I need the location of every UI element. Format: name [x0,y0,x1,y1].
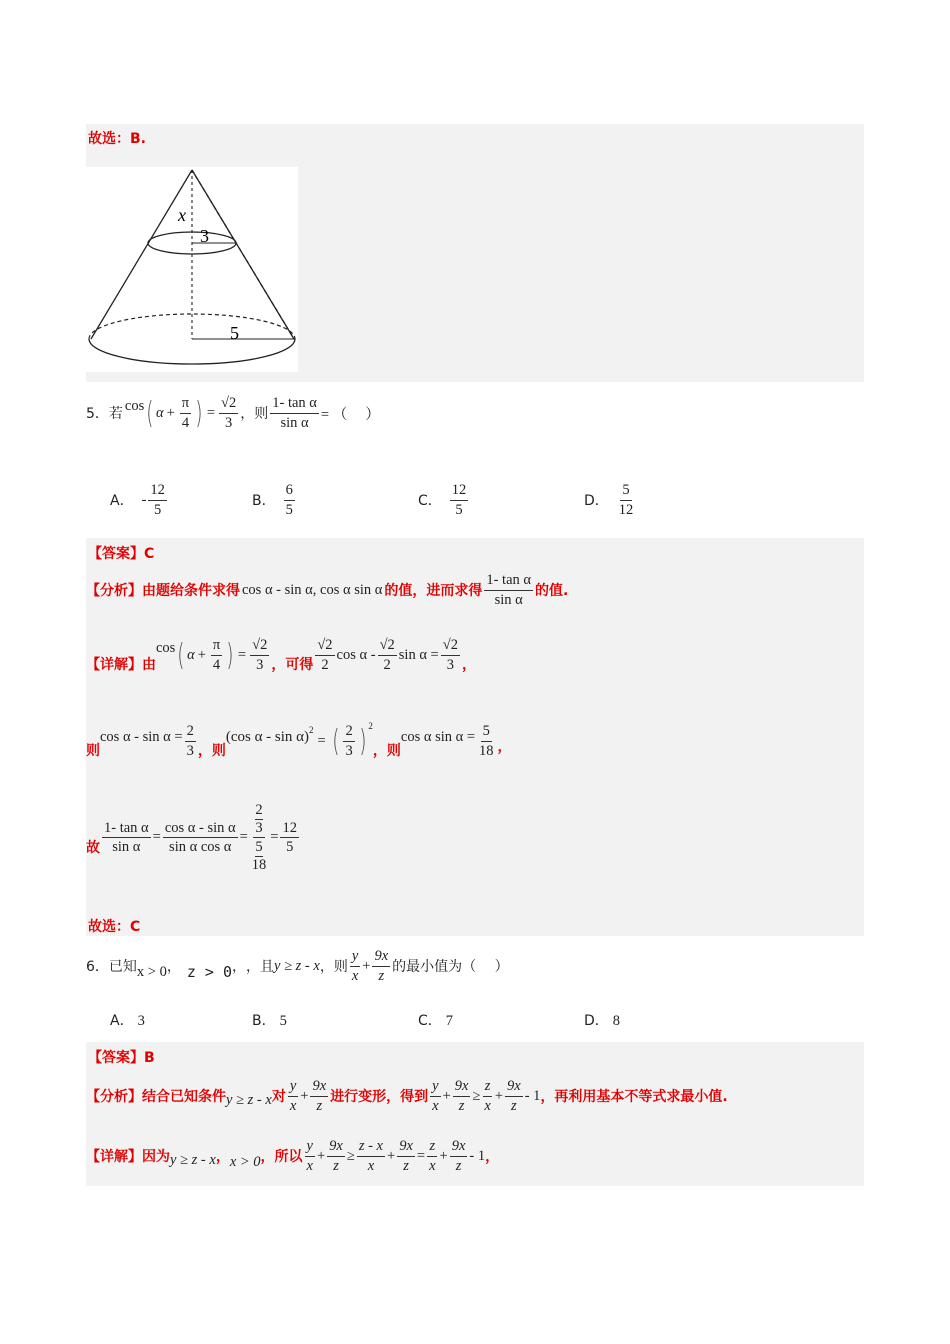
q5-option-d[interactable]: D． $\frac{5}{12}$ [584,482,634,518]
cone-figure [86,167,298,372]
q6-option-c[interactable]: C． 7 [418,1013,454,1029]
q5-target-expr: $\frac{\text{1- tan α}}{\text{sin α}}$ [272,395,317,431]
q6-answer: 【答案】B [88,1050,155,1066]
q6-detail: 【详解】因为 y ≥ z - x ， x > 0 ，所以 $\frac{y}{x}$ + $\frac{9x}{z}$ ≥ $\frac{z - x}{x}$ + $\frac{9x}{z}$ = $\frac{z}{x}$ + $\frac{9x}{z}$ - 1 ， [86,1138,500,1174]
q5-option-a[interactable]: A． - $\frac{12}{5}$ [110,482,165,518]
q6-option-d[interactable]: D． 8 [584,1013,621,1029]
figure-top-radius: 3 [200,226,209,246]
q5-option-c[interactable]: C． $\frac{12}{5}$ [418,482,467,518]
q5-option-b[interactable]: B． $\frac{6}{5}$ [252,482,293,518]
q5-answer: 【答案】C [88,546,155,562]
q6-analysis: 【分析】结合已知条件 y ≥ z - x 对 $\frac{y}{x}$ + $\frac{9x}{z}$ 进行变形，得到 $\frac{y}{x}$ + $\frac{9x}{z}$ ≥ $\frac{z}{x}$ + $\frac{9x}{z}$ - 1 ，再利用基本不等式求最小值. [86,1078,728,1114]
q6-option-a[interactable]: A． 3 [110,1013,145,1029]
q6-option-b[interactable]: B． 5 [252,1013,287,1029]
q5-stem: 5．若 cos ( α + $\frac{\pi}{4}$ ) = $\frac{√2}{3}$ ，则 $\frac{\text{1- tan α}}{\text{sin α}}$ = （ ） [86,395,380,431]
q5-analysis: 【分析】由题给条件求得 cos α - sin α, cos α sin α 的值，进而求得 $\frac{\text{1- tan α}}{\text{sin α}}$ 的值. [86,572,569,608]
prev-answer: 故选：B. [88,131,146,147]
q5-detail-line3: 故 $\frac{\text{1- tan α}}{\text{sin α}}$ = $\frac{\text{cos α - sin α}}{\text{sin α cos α}}$ = 2 3 5 18 = $\frac{12}{5}$ [86,802,297,874]
q6-stem: 6．已知 x > 0 ， z > 0 ， ，且 y ≥ z - x ，则 $\frac{y}{x}$ + $\frac{9x}{z}$ 的最小值为（ ） [86,948,509,984]
q5-detail-line2: 则 cos α - sin α = $\frac{2}{3}$ ，则 (cos α - sin α) 2 = ( $\frac{2}{3}$ ) 2 ，则 cos α sin α = $\frac{5}{18}$ ， [86,721,512,759]
q5-pi-over-4: $\frac{\pi}{4}$ [181,395,190,431]
q5-final: 故选：C [88,919,141,935]
q5-compound-frac: 2 3 5 18 [251,802,267,874]
figure-bottom-radius: 5 [230,323,239,343]
q5-detail-line1: 【详解】由 cos ( α + $\frac{\pi}{4}$ ) = $\frac{√2}{3}$ ，可得 $\frac{√2}{2}$ cos α - $\frac{√2}{2}$ sin α = $\frac{√2}{3}$ ， [86,636,476,673]
figure-x-label: x [178,205,186,225]
q5-sqrt2-over-3: $\frac{√2}{3}$ [221,395,237,431]
q5-number: 5．若 [86,406,123,423]
